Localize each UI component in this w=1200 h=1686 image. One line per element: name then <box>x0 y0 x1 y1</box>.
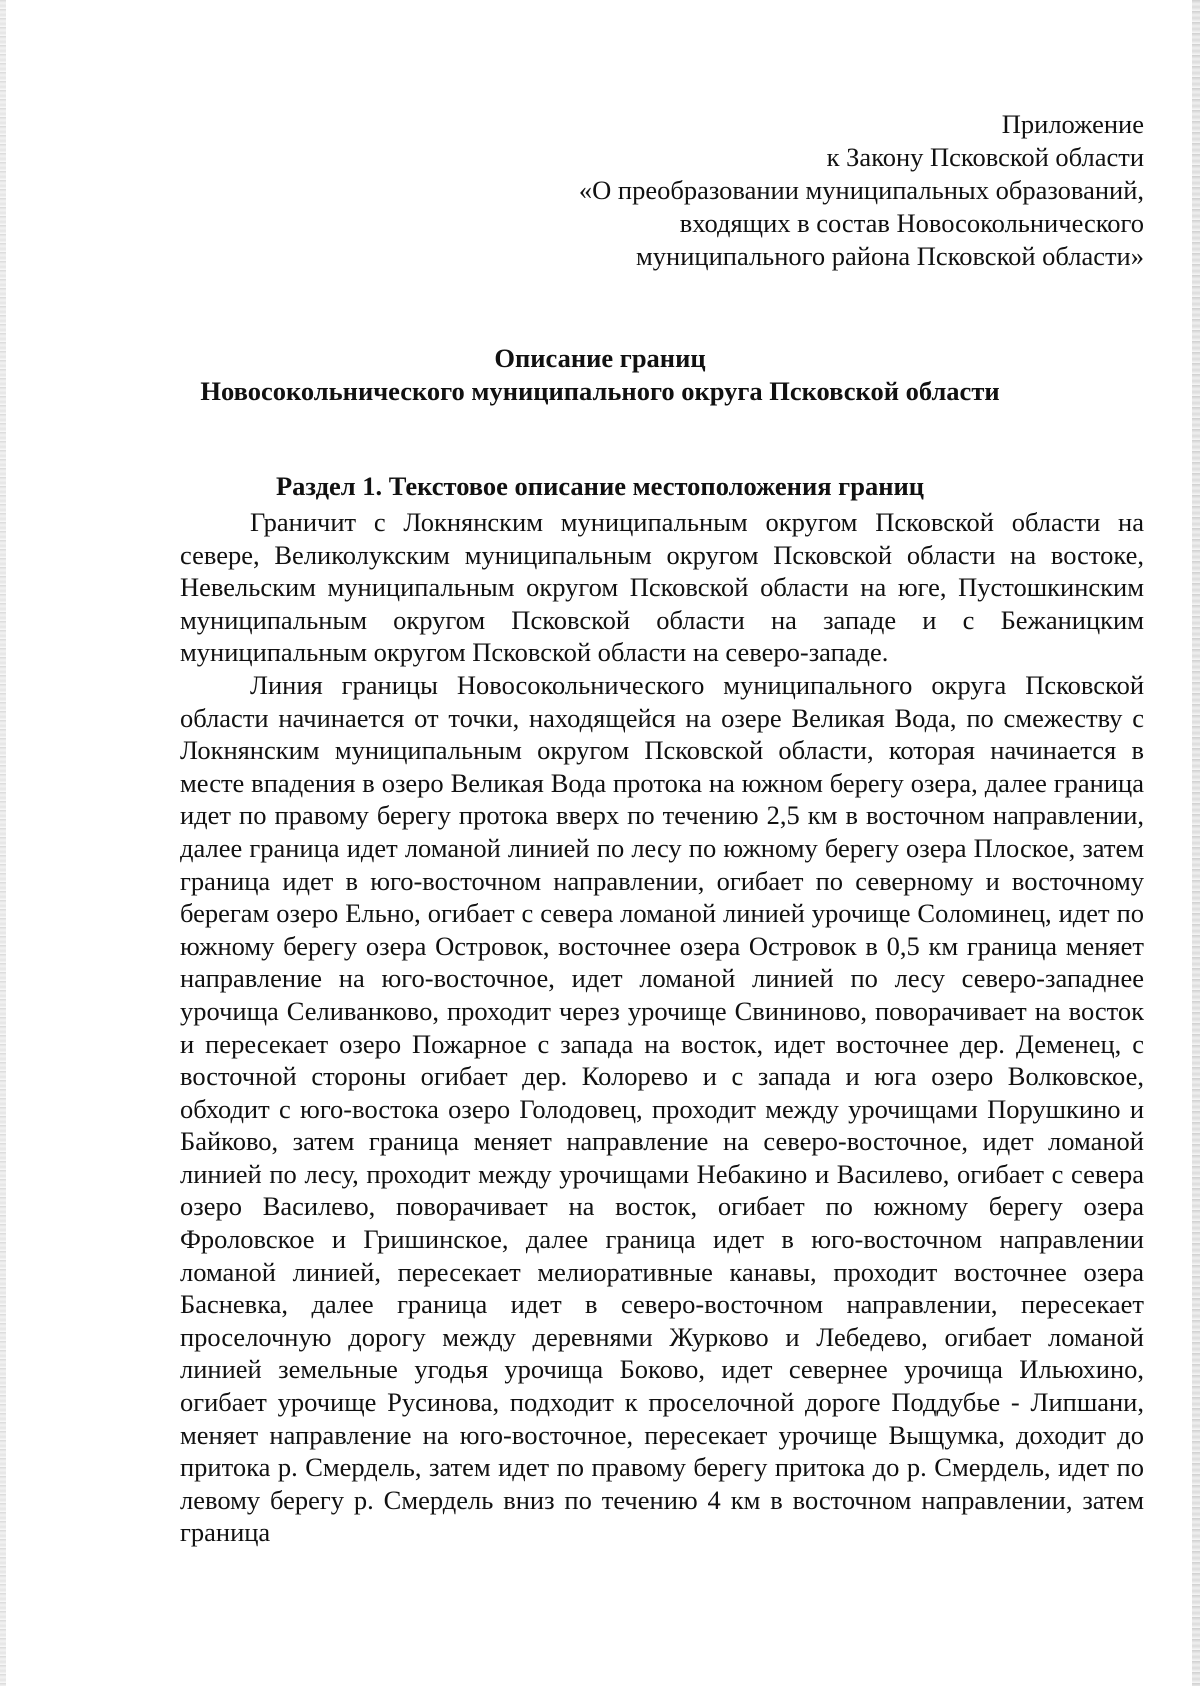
appendix-line: к Закону Псковской области <box>826 142 1144 172</box>
body-text <box>180 506 1144 1549</box>
paragraph: Линия границы Новосокольнического муниципального округа Псковской области начинается от точки, находящейся на озере Великая Вода, по смежеству с Локнянским муниципальным округом Псковской области, которая начинается в месте впадения в озеро Великая Вода протока на южном берегу озера, далее граница идет по правому берегу протока вверх по течению 2,5 км в восточном направлении, далее граница идет ломаной линией по лесу по южному берегу озера Плоское, затем граница идет в юго-восточном направлении, огибает по северному и восточному берегам озеро Ельно, огибает с севера ломаной линией урочище Соломинец, идет по южному берегу озера Островок, восточнее озера Островок в 0,5 км граница меняет направление на юго-восточное, идет ломаной линией по лесу северо-западнее урочища Селиванково, проходит через урочище Свининово, поворачивает на восток и пересекает озеро Пожарное с запада на восток, идет восточнее дер. Деменец, с восточной стороны огибает дер. Колорево и с запада и юга озеро Волковское, обходит с юго-востока озеро Голодовец, проходит между урочищами Порушкино и Байково, затем граница меняет направление на северо-восточное, идет ломаной линией по лесу, проходит между урочищами Небакино и Василево, огибает с севера озеро Василево, поворачивает на восток, огибает по южному берегу озера Фроловское и Гришинское, далее граница идет в юго-восточном направлении ломаной линией, пересекает мелиоративные канавы, проходит восточнее озера Басневка, далее граница идет в северо-восточном направлении, пересекает проселочную дорогу между деревнями Журково и Лебедево, огибает ломаной линией земельные угодья урочища Боково, идет севернее урочища Ильюхино, огибает урочище Русинова, подходит к проселочной дороге Поддубье - Липшани, меняет направление на юго-восточное, пересекает урочище Выщумка, доходит до притока р. Смердель, затем идет по правому берегу притока до р. Смердель, идет по левому берегу р. Смердель вниз по течению 4 км в восточном направлении, затем граница <box>180 669 1144 1548</box>
scan-edge-right <box>1192 0 1200 1686</box>
document-subtitle: Новосокольнического муниципального округа Псковской области <box>200 376 1000 406</box>
paragraph: Граничит с Локнянским муниципальным округом Псковской области на севере, Великолукским муниципальным округом Псковской области на востоке, Невельским муниципальным округом Псковской области на юге, Пустошкинским муниципальным округом Псковской области на западе и с Бежаницким муниципальным округом Псковской области на северо-западе. <box>180 507 1144 668</box>
appendix-line: «О преобразовании муниципальных образований, <box>578 175 1144 205</box>
appendix-line: муниципального района Псковской области» <box>636 241 1144 271</box>
appendix-line: входящих в состав Новосокольнического <box>679 208 1144 238</box>
appendix-header <box>579 108 1144 273</box>
scan-edge-left <box>0 0 6 1686</box>
appendix-line: Приложение <box>1001 109 1144 139</box>
document-title: Описание границ <box>494 343 706 373</box>
section-heading: Раздел 1. Текстовое описание местоположения границ <box>275 471 925 501</box>
